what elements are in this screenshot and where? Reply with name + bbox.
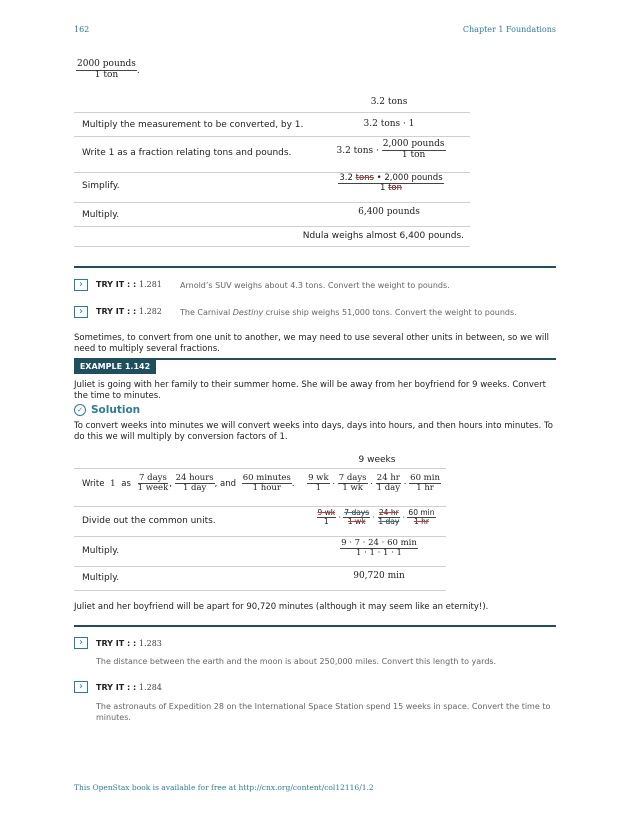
table1-row <box>74 226 470 247</box>
table2-row1-math: $\frac{9 wk}{1}$ · $\frac{\text{7 days}}{1 wk}$ · $\frac{24 hr}{\text{1 day}}$ · $\frac{60 \min}{1 hr}$ <box>308 473 440 494</box>
fraction-numerator: 60 min <box>408 508 435 517</box>
table2-row <box>74 506 446 537</box>
cancelled-denominator: 1 hr <box>413 517 429 527</box>
cancelled-numerator: 24 hr <box>378 508 399 517</box>
fraction-numerator: 7 days <box>139 473 167 483</box>
ship-name: Destiny <box>232 308 264 317</box>
fraction-denominator: 1 hr <box>416 483 434 494</box>
table2-row <box>74 468 446 507</box>
fraction-denominator: 1 · 1 · 1 · 1 <box>356 548 402 559</box>
try-it-label <box>96 683 162 692</box>
chevron-right-icon[interactable]: › <box>74 306 88 318</box>
try-it-number: 1.284 <box>138 683 162 692</box>
table2-row <box>74 536 446 567</box>
table1-label: Write 1 as a fraction relating tons and pounds. <box>82 148 292 158</box>
table1-math <box>336 140 446 161</box>
try-it-problem-part: cruise ship weighs 51,000 tons. Convert the weight to pounds. <box>263 308 517 317</box>
intro-fraction-numerator: 2000 pounds <box>77 59 136 69</box>
intro-fraction <box>76 60 140 81</box>
fraction-denominator: 1 day <box>376 483 401 494</box>
cancelled-numerator: 9 wk <box>317 508 336 517</box>
write-word: Write <box>82 478 105 489</box>
cancelled-denominator: 1 wk <box>347 517 366 527</box>
table1-math: 6,400 pounds <box>358 207 420 217</box>
fraction-denominator: 1 ton <box>401 149 426 160</box>
fraction-denominator: 1 wk <box>342 483 363 494</box>
table1-simplify-math <box>336 174 446 194</box>
table1-label: Simplify. <box>82 181 120 191</box>
fraction-denominator: 1 <box>315 483 322 494</box>
table2-write-label: Write 1 as $\frac{\text{7 days}}{\text{1 week}}$ , $\frac{\text{24 hours}}{\text{1 day}}$ , and $\frac{\text{60 minutes}}{\text{1 hour}}$ . <box>82 473 295 494</box>
table1-math: 3.2 tons · 1 <box>363 119 415 129</box>
fraction-numerator: 60 minutes <box>242 473 291 483</box>
table1-label: Multiply. <box>82 210 120 220</box>
cancelled-denominator: 1 day <box>378 517 400 527</box>
chevron-right-icon[interactable]: › <box>74 681 88 693</box>
cancelled-unit: ton <box>388 183 403 194</box>
fraction-numerator: 9 wk <box>308 473 329 483</box>
table2-label: Multiply. <box>82 546 120 556</box>
fraction-denominator: 1 week <box>137 483 169 494</box>
section-divider <box>74 625 556 627</box>
try-it-number: 1.282 <box>138 307 162 316</box>
cancelled-numerator: 7 days <box>344 508 370 517</box>
table2-top-value: 9 weeks <box>358 455 396 465</box>
table1-row <box>74 202 470 227</box>
num-part: • 2,000 pounds <box>376 173 443 183</box>
fraction-numerator: 24 hours <box>175 473 214 483</box>
table1-label: Multiply the measurement to be converted, by 1. <box>82 120 304 130</box>
example-problem: Juliet is going with her family to their summer home. She will be away from her boyfriend for 9 weeks. Convert the time to minutes. <box>74 380 546 401</box>
section-divider <box>74 266 556 268</box>
fraction-numerator: 2,000 pounds <box>382 139 445 149</box>
example-badge: EXAMPLE 1.142 <box>74 360 156 374</box>
as-word: as <box>121 478 131 489</box>
table1-row <box>74 112 470 137</box>
checkmark-icon: ✓ <box>74 404 86 416</box>
try-it-text: TRY IT : : <box>96 639 137 648</box>
table2-label: Multiply. <box>82 573 120 583</box>
try-it-problem: Arnold’s SUV weighs about 4.3 tons. Convert the weight to pounds. <box>180 281 450 290</box>
body-paragraph: Sometimes, to convert from one unit to another, we may need to use several other units in between, so we will need to multiply several fractions. <box>74 333 549 354</box>
and-word: , and <box>214 478 237 489</box>
try-it-text: TRY IT : : <box>96 683 137 692</box>
fraction-numerator: 9 · 7 · 24 · 60 min <box>341 538 417 548</box>
table2-math: 90,720 min <box>353 571 405 581</box>
try-it-problem <box>180 308 517 317</box>
table1-row <box>74 172 470 203</box>
table1-top-row <box>74 90 470 113</box>
table2-product-math <box>324 539 434 559</box>
try-it-label <box>96 639 162 648</box>
try-it-problem: The astronauts of Expedition 28 on the International Space Station spend 15 weeks in space. Convert the time to minutes. <box>96 702 551 722</box>
fraction-denominator: 1 day <box>182 483 207 494</box>
fraction-numerator: 60 min <box>410 473 440 483</box>
chevron-right-icon[interactable]: › <box>74 279 88 291</box>
table2-top-row <box>74 450 446 469</box>
conclusion-paragraph: Juliet and her boyfriend will be apart for 90,720 minutes (although it may seem like an eternity!). <box>74 602 489 612</box>
cancelled-unit: tons <box>355 173 374 183</box>
try-it-text: TRY IT : : <box>96 280 137 289</box>
chapter-title: Chapter 1 Foundations <box>462 25 556 34</box>
try-it-number: 1.283 <box>138 639 162 648</box>
footer-link[interactable]: This OpenStax book is available for free at http://cnx.org/content/col12116/1.2 <box>74 783 374 792</box>
table2-label: Divide out the common units. <box>82 516 216 526</box>
table1-answer: Ndula weighs almost 6,400 pounds. <box>302 231 464 241</box>
intro-fraction-suffix: . <box>136 65 140 76</box>
fraction-numerator: 24 hr <box>376 473 400 483</box>
one-symbol: 1 <box>110 478 116 489</box>
den-part: 1 <box>379 183 386 194</box>
try-it-problem: The distance between the earth and the moon is about 250,000 miles. Convert this length to yards. <box>96 657 497 666</box>
table1-math-prefix: 3.2 tons · <box>336 145 379 156</box>
intro-fraction-denominator: 1 ton <box>94 69 119 80</box>
fraction-denominator: 1 hour <box>252 483 281 494</box>
table1-top-value: 3.2 tons <box>370 97 408 107</box>
table1-row <box>74 136 470 173</box>
table2-row <box>74 566 446 591</box>
try-it-label <box>96 307 162 316</box>
try-it-number: 1.281 <box>138 280 162 289</box>
solution-heading: Solution <box>91 404 141 416</box>
page-number: 162 <box>74 25 90 34</box>
table2-cancel-math: $\frac{9 wk}{1}$ · $\frac{\text{7 days}}{1 wk}$ · $\frac{24 hr}{\text{1 day}}$ · $\frac{60 \min}{1 hr}$ <box>317 508 435 527</box>
chevron-right-icon[interactable]: › <box>74 637 88 649</box>
num-part: 3.2 <box>339 173 353 183</box>
try-it-label <box>96 280 162 289</box>
try-it-problem-part: The Carnival <box>180 308 233 317</box>
fraction-numerator: 7 days <box>338 473 367 483</box>
fraction-denominator: 1 <box>323 517 329 527</box>
solution-paragraph: To convert weeks into minutes we will convert weeks into days, days into hours, and then hours into minutes. To do this we will multiply by conversion factors of 1. <box>74 421 553 442</box>
try-it-text: TRY IT : : <box>96 307 137 316</box>
